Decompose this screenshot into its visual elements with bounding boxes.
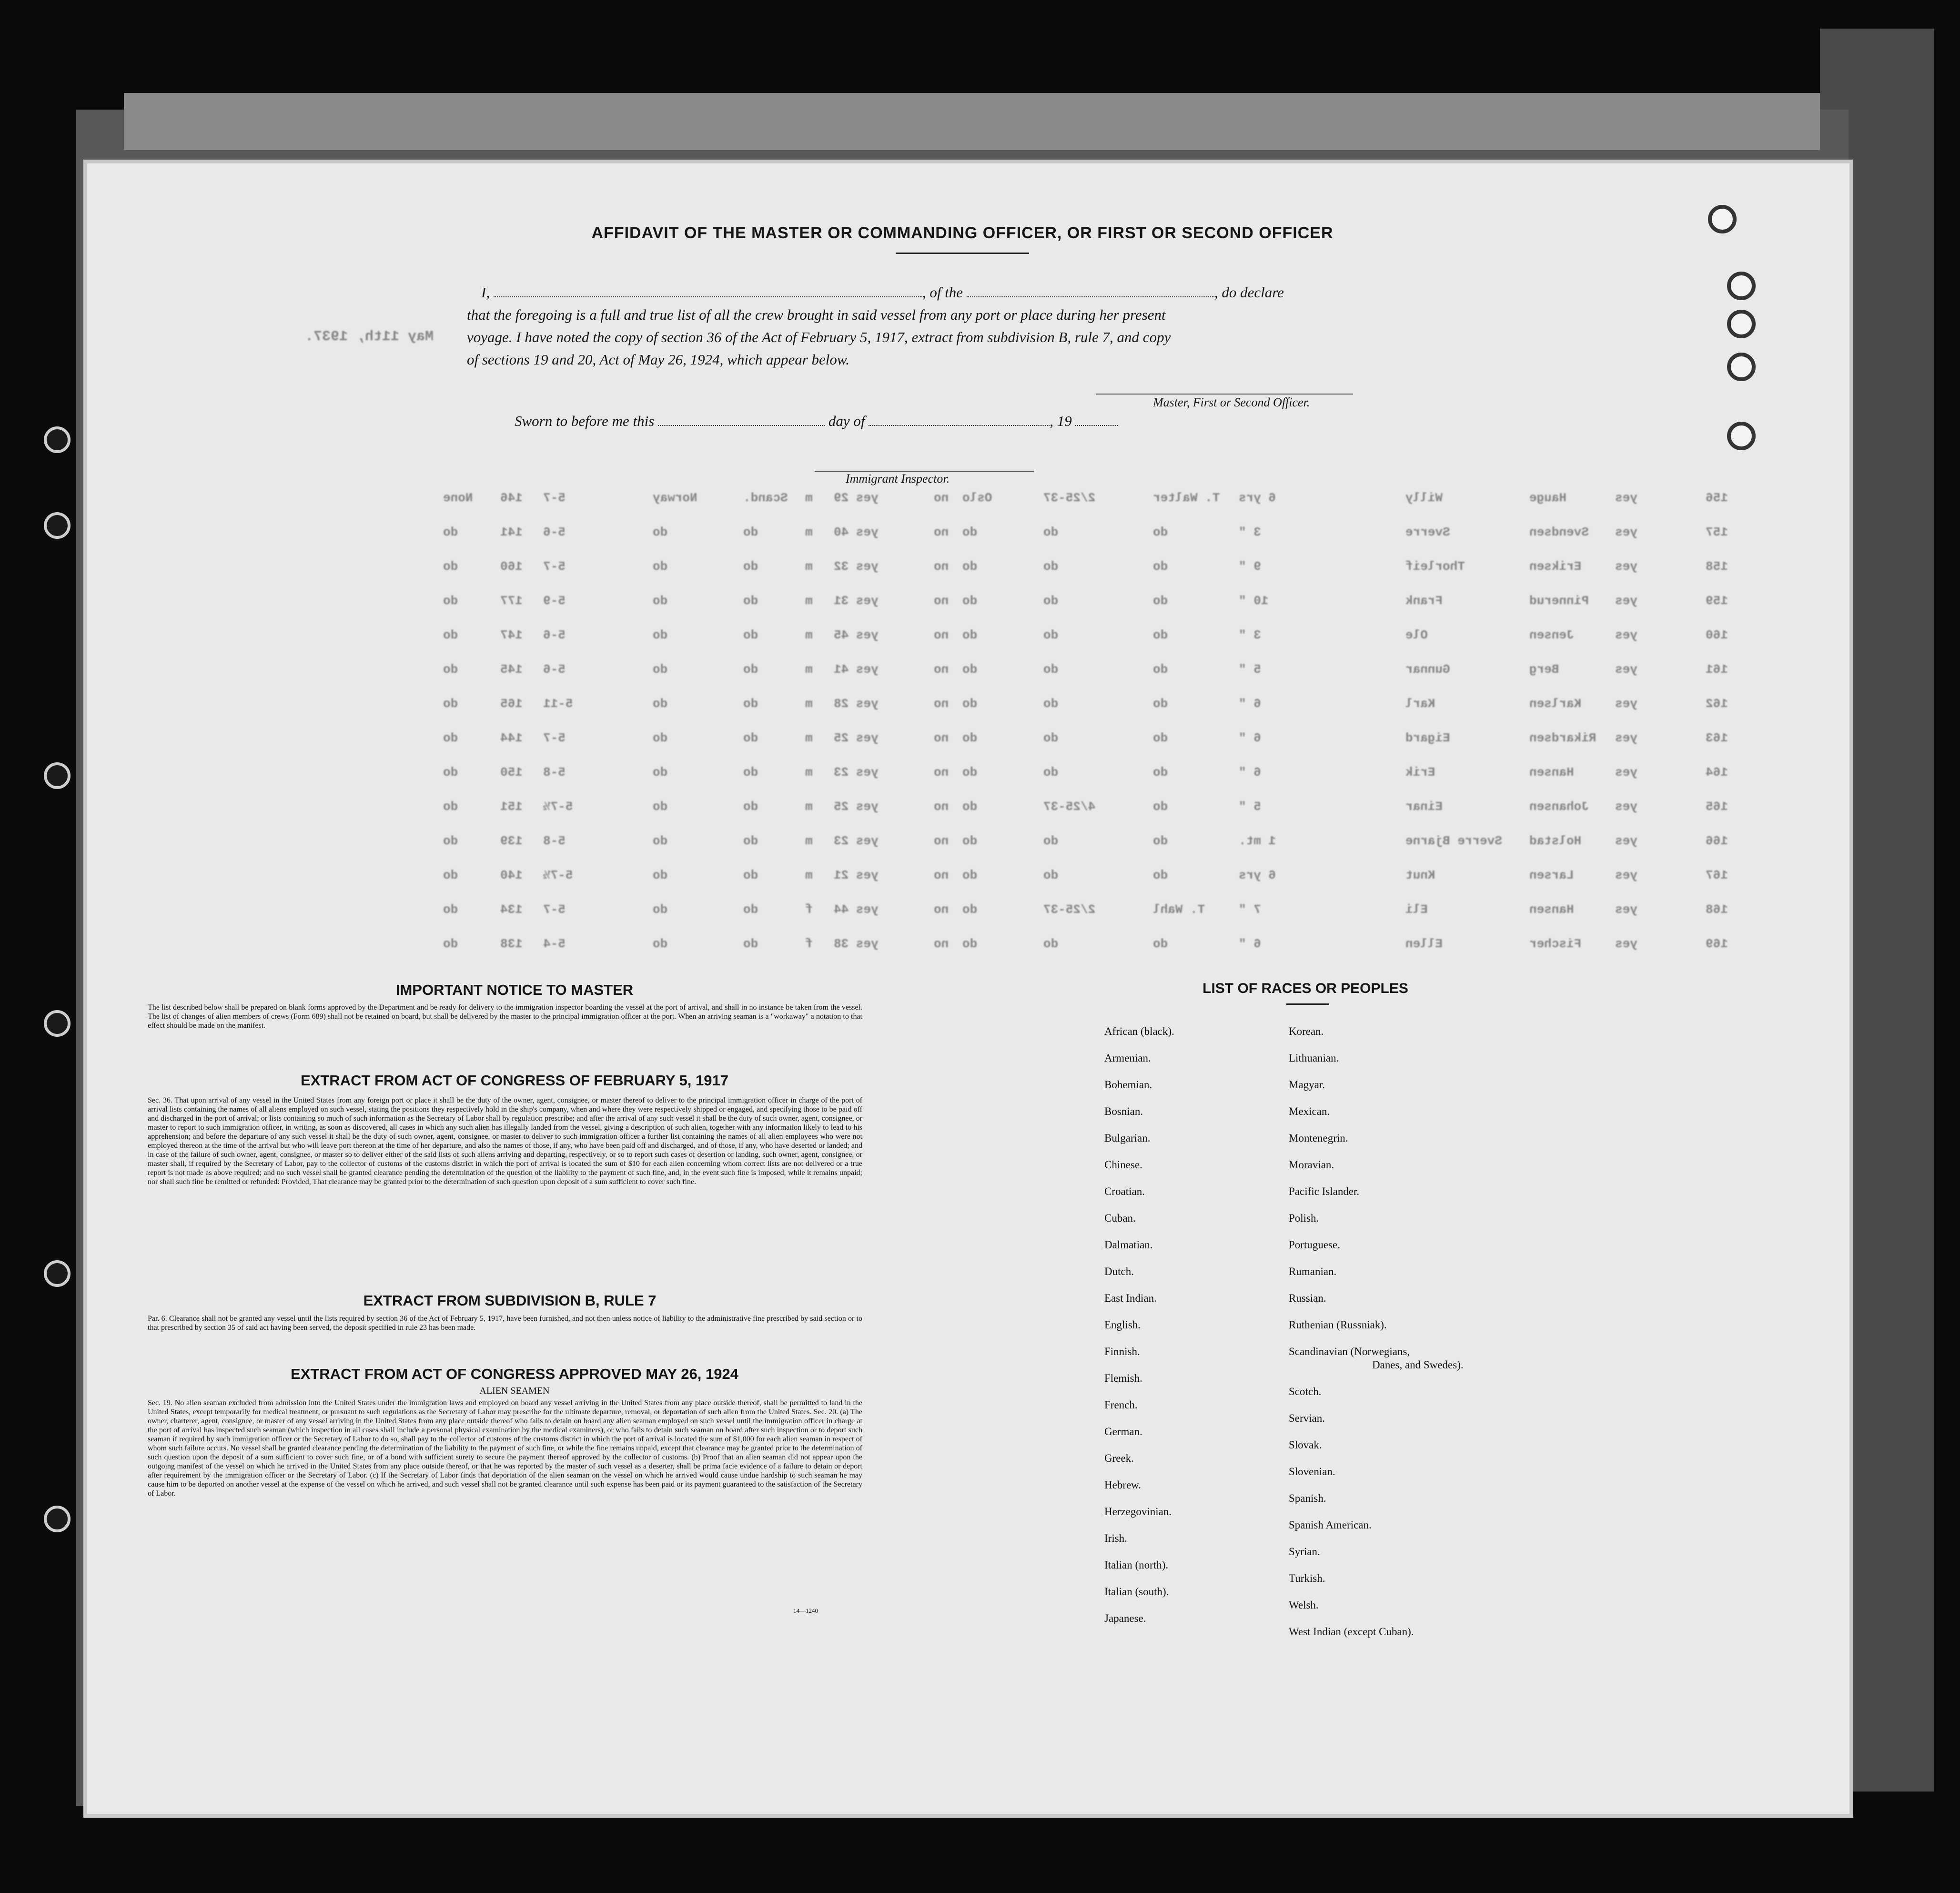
bleedthrough-cell: Ellen	[1405, 937, 1443, 951]
bleedthrough-cell: Svendsen	[1529, 525, 1589, 539]
bleedthrough-cell: m	[805, 834, 813, 848]
bleedthrough-cell: do	[743, 937, 758, 951]
bleedthrough-cell: 2/25-37	[1043, 491, 1096, 505]
affidavit-line-4: of sections 19 and 20, Act of May 26, 1924, which appear below.	[467, 351, 850, 368]
race-item: West Indian (except Cuban).	[1289, 1626, 1414, 1638]
race-item: Dalmatian.	[1104, 1239, 1153, 1251]
form-number: 14—1240	[793, 1607, 818, 1614]
bleedthrough-cell: yes 23	[834, 834, 879, 848]
race-item: Hebrew.	[1104, 1479, 1142, 1491]
bleedthrough-cell: do	[443, 765, 458, 779]
bleedthrough-cell: 5-6	[543, 662, 566, 677]
bleedthrough-cell: do	[1043, 628, 1059, 642]
race-item: Polish.	[1289, 1212, 1319, 1224]
bleedthrough-cell: 5-11	[543, 697, 573, 711]
race-item: Mexican.	[1289, 1105, 1330, 1117]
race-item: French.	[1104, 1399, 1138, 1411]
bleedthrough-cell: do	[1153, 525, 1168, 539]
race-item: Cuban.	[1104, 1212, 1136, 1224]
race-item: English.	[1104, 1319, 1141, 1331]
act-1917-body: Sec. 36. That upon arrival of any vessel in the United States from any foreign port or place it shall be the duty of the owner, agent, consignee, or master thereof to deliver to the principal immigration officer in charge of the port of arrival lists containing the names of all aliens employed on such vessel, stating the positions they respectively hold in the ship's company, when and where they were respectively shipped or engaged, and specifying those to be paid off and discharged in the port of arrival; or lists containing so much of such information as the Secretary of Labor shall by regulation prescribe; and after the arrival of any such vessel it shall be the duty of such owner, agent, consignee, or master to report to such immigration officer, in writing, as soon as discovered, all cases in which any such alien has illegally landed from the vessel, giving a description of such alien, together with any information likely to lead to his apprehension; and before the departure of any such vessel it shall be the duty of such owner, agent, consignee, or master to deliver to such immigration officer a further list containing the names of all alien employees who were not employed thereon at the time of the arrival but who will leave port thereon at the time of her departure, and also the names of those, if any, who have been paid off and discharged, and of those, if any, who have deserted or landed; and in case of the failure of such owner, agent, consignee, or master so to deliver either of the said lists of such aliens arriving and departing, respectively, or so to report such cases of desertion or landing, such owner, agent, consignee, or master shall, if required by the Secretary of Labor, pay to the collector of customs of the customs district in which the port of arrival is located the sum of $10 for each alien concerning whom correct lists are not delivered or a true report is not made as above required; and no such vessel shall be granted clearance pending the determination of the question of the liability to the payment of such fine, and, in the event such fine is imposed, while it remains unpaid; nor shall such fine be remitted or refunded: Provided, That clearance may be granted prior to the determination of such question upon deposit of a sum sufficient to cover such fine.	[148, 1096, 862, 1186]
bleedthrough-cell: no	[934, 662, 949, 677]
bleedthrough-cell: do	[653, 765, 668, 779]
bleedthrough-cell: do	[1153, 800, 1168, 814]
bleedthrough-cell: 165	[500, 697, 523, 711]
bleedthrough-cell: do	[962, 800, 978, 814]
bleedthrough-cell: 6 "	[1239, 697, 1261, 711]
race-item: Spanish.	[1289, 1492, 1326, 1504]
race-item: Bulgarian.	[1104, 1132, 1151, 1144]
race-item: Spanish American.	[1289, 1519, 1372, 1531]
bleedthrough-cell: do	[962, 697, 978, 711]
bleedthrough-cell: yes 31	[834, 594, 879, 608]
bleedthrough-cell: Ole	[1405, 628, 1428, 642]
bleedthrough-cell: do	[443, 525, 458, 539]
bleedthrough-cell: do	[1153, 559, 1168, 574]
bleedthrough-cell: do	[653, 628, 668, 642]
race-item: Ruthenian (Russniak).	[1289, 1319, 1387, 1331]
bleedthrough-cell: do	[743, 662, 758, 677]
bleedthrough-cell: yes 44	[834, 902, 879, 917]
bleedthrough-cell: 168	[1706, 902, 1728, 917]
bleedthrough-cell: no	[934, 697, 949, 711]
bleedthrough-cell: 2/25-37	[1043, 902, 1096, 917]
bleedthrough-cell: yes	[1615, 525, 1637, 539]
bleedthrough-cell: Thorleif	[1405, 559, 1465, 574]
bleedthrough-cell: do	[653, 662, 668, 677]
bleedthrough-cell: do	[653, 559, 668, 574]
master-signature-label: Master, First or Second Officer.	[1153, 395, 1310, 409]
bleedthrough-cell: Frank	[1405, 594, 1443, 608]
bleedthrough-cell: 150	[500, 765, 523, 779]
bleedthrough-cell: 146	[500, 491, 523, 505]
race-item: East Indian.	[1104, 1292, 1157, 1304]
bleedthrough-cell: 6 "	[1239, 731, 1261, 745]
bleedthrough-cell: Erik	[1405, 765, 1435, 779]
bleedthrough-cell: 5 "	[1239, 662, 1261, 677]
bleedthrough-cell: do	[1153, 834, 1168, 848]
act-1924-subtitle: ALIEN SEAMEN	[479, 1386, 550, 1396]
bleedthrough-cell: do	[653, 800, 668, 814]
race-item: Danes, and Swedes).	[1372, 1359, 1464, 1371]
bleedthrough-cell: 9 "	[1239, 559, 1261, 574]
bleedthrough-cell: 166	[1706, 834, 1728, 848]
inspector-label: Immigrant Inspector.	[846, 472, 950, 486]
bleedthrough-cell: do	[743, 834, 758, 848]
bleedthrough-cell: 134	[500, 902, 523, 917]
race-item: African (black).	[1104, 1025, 1174, 1037]
bleedthrough-cell: no	[934, 937, 949, 951]
bleedthrough-cell: do	[1043, 765, 1059, 779]
bleedthrough-cell: do	[1153, 868, 1168, 882]
bleedthrough-cell: do	[962, 525, 978, 539]
bleedthrough-cell: do	[1153, 731, 1168, 745]
bleedthrough-cell: yes	[1615, 628, 1637, 642]
bleedthrough-cell: 139	[500, 834, 523, 848]
bleedthrough-cell: 158	[1706, 559, 1728, 574]
bleedthrough-cell: do	[653, 937, 668, 951]
bleedthrough-cell: 141	[500, 525, 523, 539]
bleedthrough-cell: no	[934, 765, 949, 779]
bleedthrough-cell: do	[962, 628, 978, 642]
bleedthrough-cell: yes	[1615, 902, 1637, 917]
bleedthrough-cell: Eigard	[1405, 731, 1450, 745]
bleedthrough-cell: f	[805, 902, 813, 917]
bleedthrough-cell: m	[805, 662, 813, 677]
bleedthrough-cell: yes	[1615, 937, 1637, 951]
bleedthrough-cell: f	[805, 937, 813, 951]
race-item: Japanese.	[1104, 1612, 1146, 1624]
bleedthrough-cell: 3 "	[1239, 525, 1261, 539]
bleedthrough-cell: 163	[1706, 731, 1728, 745]
bleedthrough-cell: do	[1043, 937, 1059, 951]
bleedthrough-cell: Jensen	[1529, 628, 1574, 642]
bleedthrough-cell: do	[962, 902, 978, 917]
bleedthrough-cell: do	[1043, 697, 1059, 711]
bleedthrough-cell: 160	[1706, 628, 1728, 642]
bleedthrough-cell: 10 "	[1239, 594, 1269, 608]
bleedthrough-cell: Knut	[1405, 868, 1435, 882]
bleedthrough-cell: yes 23	[834, 765, 879, 779]
race-item: Pacific Islander.	[1289, 1185, 1360, 1197]
bleedthrough-cell: do	[743, 902, 758, 917]
bleedthrough-cell: Larsen	[1529, 868, 1574, 882]
bleedthrough-cell: yes	[1615, 800, 1637, 814]
bleedthrough-cell: 161	[1706, 662, 1728, 677]
bleedthrough-cell: do	[1153, 697, 1168, 711]
bleedthrough-cell: do	[653, 902, 668, 917]
bleedthrough-cell: m	[805, 697, 813, 711]
bleedthrough-cell: m	[805, 491, 813, 505]
race-item: Irish.	[1104, 1532, 1127, 1544]
bleedthrough-cell: 4/25-37	[1043, 800, 1096, 814]
year-prefix: , 19	[1050, 413, 1072, 429]
race-item: Bosnian.	[1104, 1105, 1143, 1117]
bleedthrough-cell: do	[743, 525, 758, 539]
bleedthrough-cell: do	[743, 697, 758, 711]
bleedthrough-cell: 164	[1706, 765, 1728, 779]
bleedthrough-cell: do	[962, 662, 978, 677]
bleedthrough-cell: do	[1043, 834, 1059, 848]
bleedthrough-cell: do	[443, 902, 458, 917]
race-item: Slovenian.	[1289, 1466, 1335, 1478]
bleedthrough-cell: do	[962, 868, 978, 882]
bleedthrough-cell: yes	[1615, 697, 1637, 711]
bleedthrough-cell: yes	[1615, 765, 1637, 779]
bleedthrough-cell: 156	[1706, 491, 1728, 505]
bleedthrough-cell: do	[1153, 765, 1168, 779]
bleedthrough-cell: 5 "	[1239, 800, 1261, 814]
notice-body: The list described below shall be prepared on blank forms approved by the Department and be ready for delivery to the immigration inspector boarding the vessel at the port of arrival, and shall in no instance be taken from the vessel. The list of changes of alien members of crews (Form 689) shall not be retained on board, but shall be delivered by the master to the principal immigration officer at the port. When an arriving seaman is a "workaway" a notation to that effect should be made on the manifest.	[148, 1003, 862, 1030]
affidavit-title: AFFIDAVIT OF THE MASTER OR COMMANDING OFFICER, OR FIRST OR SECOND OFFICER	[591, 224, 1334, 242]
bleedthrough-cell: m	[805, 559, 813, 574]
bleedthrough-cell: 167	[1706, 868, 1728, 882]
bleedthrough-cell: do	[443, 937, 458, 951]
bleedthrough-cell: yes 21	[834, 868, 879, 882]
sworn-label: Sworn to before me this	[515, 413, 655, 429]
bleedthrough-cell: do	[743, 559, 758, 574]
bleedthrough-cell: 162	[1706, 697, 1728, 711]
bleedthrough-cell: no	[934, 800, 949, 814]
bleedthrough-cell: yes 38	[834, 937, 879, 951]
bleedthrough-cell: yes	[1615, 834, 1637, 848]
bleedthrough-cell: T. Walter	[1153, 491, 1220, 505]
race-item: Italian (north).	[1104, 1559, 1169, 1571]
bleedthrough-cell: do	[743, 628, 758, 642]
bleedthrough-cell: Einar	[1405, 800, 1443, 814]
bleedthrough-cell: Karlsen	[1529, 697, 1582, 711]
day-of-label: day of	[828, 413, 865, 429]
bleedthrough-cell: do	[443, 559, 458, 574]
bleedthrough-cell: do	[743, 800, 758, 814]
bleedthrough-cell: do	[743, 765, 758, 779]
bleedthrough-cell: do	[443, 594, 458, 608]
bleedthrough-cell: 5-7½	[543, 868, 573, 882]
act-1924-body: Sec. 19. No alien seaman excluded from admission into the United States under the immigration laws and employed on board any vessel arriving in the United States from any place outside thereof, shall be permitted to land in the United States, except temporarily for medical treatment, or pursuant to such regulations as the Secretary of Labor may prescribe for the ultimate departure, removal, or deportation of such alien from the United States. Sec. 20. (a) The owner, charterer, agent, consignee, or master of any vessel arriving in the United States from any place outside thereof who fails to detain on board any alien seaman employed on such vessel until the immigration officer in charge at the port of arrival has inspected such seaman (which inspection in all cases shall include a personal physical examination by the medical examiners), or who fails to detain such seaman on board after such inspection or to deport such seaman if required by such immigration officer or the Secretary of Labor to do so, shall pay to the collector of customs of the customs district in which the port of arrival is located the sum of $1,000 for each alien seaman in respect of whom such failure occurs. No vessel shall be granted clearance pending the determination of the liability to the payment of such fine, or while the fine remains unpaid, except that clearance may be granted prior to the determination of such question upon the deposit of a sum sufficient to cover such fine, or of a bond with sufficient surety to secure the payment thereof approved by the collector of customs. (b) Proof that an alien seaman did not appear upon the outgoing manifest of the vessel on which he arrived in the United States from any place outside thereof, or that he was reported by the master of such vessel as a deserter, shall be prima facie evidence of a failure to detain or deport after requirement by the immigration officer or the Secretary of Labor. (c) If the Secretary of Labor finds that deportation of the alien seaman on the vessel on which he arrived would cause undue hardship to such seaman he may cause him to be deported on another vessel at the expense of the vessel on which he arrived, and such vessel shall not be granted clearance until such expense has been paid or its payment guaranteed to the satisfaction of the Secretary of Labor.	[148, 1399, 862, 1498]
race-item: Turkish.	[1289, 1572, 1325, 1584]
rule-7-body: Par. 6. Clearance shall not be granted any vessel until the lists required by section 36 of the Act of February 5, 1917, have been furnished, and not then unless notice of liability to the administrative fine prescribed by said section or to that prescribed by section 35 of said act having been served, the deposit specified in rule 23 has been made.	[148, 1315, 862, 1332]
bleedthrough-cell: do	[1043, 662, 1059, 677]
affidavit-line-3: voyage. I have noted the copy of section 36 of the Act of February 5, 1917, extract from subdivision B, rule 7, and copy	[467, 329, 1171, 345]
bleedthrough-cell: 151	[500, 800, 523, 814]
race-item: Scandinavian (Norwegians,	[1289, 1346, 1410, 1357]
bleedthrough-cell: do	[1153, 628, 1168, 642]
bleedthrough-cell: no	[934, 491, 949, 505]
bleedthrough-cell: do	[443, 731, 458, 745]
bleedthrough-date: May 11th, 1937.	[305, 329, 434, 345]
race-item: Korean.	[1289, 1025, 1324, 1037]
bleedthrough-cell: yes 25	[834, 800, 879, 814]
bleedthrough-cell: 160	[500, 559, 523, 574]
bleedthrough-cell: Holstad	[1529, 834, 1582, 848]
bleedthrough-cell: yes 45	[834, 628, 879, 642]
bleedthrough-cell: m	[805, 765, 813, 779]
race-item: Magyar.	[1289, 1079, 1325, 1091]
bleedthrough-cell: do	[1043, 731, 1059, 745]
race-item: Moravian.	[1289, 1159, 1334, 1171]
bleedthrough-cell: do	[743, 594, 758, 608]
bleedthrough-cell: do	[962, 937, 978, 951]
bleedthrough-cell: do	[443, 697, 458, 711]
race-item: Scotch.	[1289, 1386, 1322, 1397]
bleedthrough-cell: do	[653, 594, 668, 608]
bleedthrough-cell: do	[443, 662, 458, 677]
bleedthrough-cell: Fischer	[1529, 937, 1582, 951]
bleedthrough-cell: do	[1043, 594, 1059, 608]
race-item: Dutch.	[1104, 1265, 1134, 1277]
bleedthrough-cell: 157	[1706, 525, 1728, 539]
bleedthrough-cell: 5-6	[543, 525, 566, 539]
bleedthrough-cell: 3 "	[1239, 628, 1261, 642]
bleedthrough-cell: no	[934, 902, 949, 917]
race-item: Servian.	[1289, 1412, 1325, 1424]
race-item: Bohemian.	[1104, 1079, 1152, 1091]
bleedthrough-cell: do	[743, 868, 758, 882]
rule-7-title: EXTRACT FROM SUBDIVISION B, RULE 7	[363, 1292, 657, 1309]
races-title: LIST OF RACES OR PEOPLES	[1202, 981, 1408, 996]
bleedthrough-cell: do	[1153, 594, 1168, 608]
bleedthrough-cell: no	[934, 868, 949, 882]
races-rule	[1286, 1003, 1329, 1005]
bleedthrough-cell: 165	[1706, 800, 1728, 814]
bleedthrough-cell: 5-8	[543, 765, 566, 779]
bleedthrough-cell: Rikardsen	[1529, 731, 1596, 745]
affidavit-i-label: I,	[481, 284, 490, 301]
race-item: German.	[1104, 1426, 1142, 1437]
bleedthrough-cell: Sverre	[1405, 525, 1450, 539]
bleedthrough-cell: do	[443, 628, 458, 642]
bleedthrough-cell: yes 40	[834, 525, 879, 539]
bleedthrough-cell: T. Wahl	[1153, 902, 1205, 917]
bleedthrough-cell: yes	[1615, 868, 1637, 882]
bleedthrough-cell: Sverre Bjarne	[1405, 834, 1502, 848]
race-item: Chinese.	[1104, 1159, 1142, 1171]
bleedthrough-cell: do	[962, 834, 978, 848]
bleedthrough-cell: yes 29	[834, 491, 879, 505]
bleedthrough-cell: Johansen	[1529, 800, 1589, 814]
bleedthrough-cell: no	[934, 628, 949, 642]
race-item: Rumanian.	[1289, 1265, 1337, 1277]
bleedthrough-cell: do	[962, 731, 978, 745]
bleedthrough-cell: no	[934, 559, 949, 574]
bleedthrough-cell: Scand.	[743, 491, 788, 505]
bleedthrough-cell: Eriksen	[1529, 559, 1582, 574]
bleedthrough-cell: do	[743, 731, 758, 745]
bleedthrough-cell: no	[934, 731, 949, 745]
bleedthrough-cell: 5-7	[543, 491, 566, 505]
bleedthrough-cell: m	[805, 731, 813, 745]
bleedthrough-cell: 138	[500, 937, 523, 951]
bleedthrough-cell: no	[934, 834, 949, 848]
race-item: Russian.	[1289, 1292, 1326, 1304]
bleedthrough-cell: 159	[1706, 594, 1728, 608]
race-item: Lithuanian.	[1289, 1052, 1339, 1064]
bleedthrough-cell: m	[805, 525, 813, 539]
bleedthrough-cell: Gunnar	[1405, 662, 1450, 677]
bleedthrough-cell: Norway	[653, 491, 697, 505]
bleedthrough-cell: 144	[500, 731, 523, 745]
race-item: Armenian.	[1104, 1052, 1151, 1064]
bleedthrough-cell: 5-7	[543, 902, 566, 917]
bleedthrough-cell: do	[653, 868, 668, 882]
bleedthrough-cell: no	[934, 594, 949, 608]
bleedthrough-cell: do	[653, 731, 668, 745]
bleedthrough-cell: 5-6	[543, 628, 566, 642]
race-item: Slovak.	[1289, 1439, 1322, 1451]
race-item: Montenegrin.	[1289, 1132, 1348, 1144]
bleedthrough-cell: do	[1043, 559, 1059, 574]
bleedthrough-cell: 145	[500, 662, 523, 677]
race-item: Flemish.	[1104, 1372, 1142, 1384]
bleedthrough-cell: 6 "	[1239, 937, 1261, 951]
affidavit-line-2: that the foregoing is a full and true list of all the crew brought in said vessel from any port or place during her present	[467, 306, 1166, 323]
bleedthrough-cell: None	[443, 491, 473, 505]
bleedthrough-cell: 5-8	[543, 834, 566, 848]
bleedthrough-cell: m	[805, 594, 813, 608]
bleedthrough-cell: Karl	[1405, 697, 1435, 711]
bleedthrough-cell: 6 "	[1239, 765, 1261, 779]
bleedthrough-cell: 140	[500, 868, 523, 882]
bleedthrough-cell: 7 "	[1239, 902, 1261, 917]
bleedthrough-cell: Eli	[1405, 902, 1428, 917]
bleedthrough-cell: 5-7½	[543, 800, 573, 814]
act-1917-title: EXTRACT FROM ACT OF CONGRESS OF FEBRUARY 5, 1917	[301, 1072, 728, 1089]
bleedthrough-cell: do	[1043, 525, 1059, 539]
affidavit-do-declare: , do declare	[1214, 284, 1284, 301]
bleedthrough-cell: yes	[1615, 731, 1637, 745]
bleedthrough-cell: m	[805, 800, 813, 814]
bleedthrough-cell: do	[443, 868, 458, 882]
race-item: Welsh.	[1289, 1599, 1319, 1611]
bleedthrough-cell: yes	[1615, 491, 1637, 505]
bleedthrough-cell: yes 32	[834, 559, 879, 574]
race-item: Syrian.	[1289, 1546, 1320, 1558]
bleedthrough-cell: 6 yrs	[1239, 868, 1276, 882]
race-item: Italian (south).	[1104, 1586, 1169, 1598]
bleedthrough-cell: do	[653, 525, 668, 539]
bleedthrough-cell: yes 28	[834, 697, 879, 711]
bleedthrough-cell: no	[934, 525, 949, 539]
bleedthrough-cell: do	[962, 765, 978, 779]
bleedthrough-cell: do	[1153, 937, 1168, 951]
bleedthrough-cell: 5-7	[543, 731, 566, 745]
bleedthrough-cell: do	[1153, 662, 1168, 677]
bleedthrough-cell: yes	[1615, 662, 1637, 677]
bleedthrough-cell: 5-9	[543, 594, 566, 608]
race-item: Portuguese.	[1289, 1239, 1340, 1251]
race-item: Greek.	[1104, 1452, 1134, 1464]
race-item: Herzegovinian.	[1104, 1506, 1172, 1518]
bleedthrough-cell: yes	[1615, 594, 1637, 608]
race-item: Finnish.	[1104, 1346, 1140, 1357]
bleedthrough-cell: Willy	[1405, 491, 1443, 505]
bleedthrough-cell: m	[805, 628, 813, 642]
bleedthrough-cell: yes 41	[834, 662, 879, 677]
act-1924-title: EXTRACT FROM ACT OF CONGRESS APPROVED MAY 26, 1924	[291, 1366, 738, 1382]
bleedthrough-cell: do	[962, 594, 978, 608]
bleedthrough-cell: Berg	[1529, 662, 1559, 677]
affidavit-of-the: , of the	[922, 284, 963, 301]
bleedthrough-cell: 177	[500, 594, 523, 608]
bleedthrough-cell: do	[443, 800, 458, 814]
bleedthrough-cell: Hauge	[1529, 491, 1567, 505]
bleedthrough-cell: do	[443, 834, 458, 848]
notice-title: IMPORTANT NOTICE TO MASTER	[395, 982, 634, 998]
bleedthrough-cell: Hansen	[1529, 902, 1574, 917]
bleedthrough-cell: do	[653, 697, 668, 711]
bleedthrough-cell: Hansen	[1529, 765, 1574, 779]
bleedthrough-cell: 5-4	[543, 937, 566, 951]
bleedthrough-cell: 169	[1706, 937, 1728, 951]
bleedthrough-cell: 5-7	[543, 559, 566, 574]
bleedthrough-cell: 147	[500, 628, 523, 642]
bleedthrough-cell: yes 25	[834, 731, 879, 745]
bleedthrough-cell: do	[653, 834, 668, 848]
bleedthrough-cell: do	[962, 559, 978, 574]
bleedthrough-cell: 6 yrs	[1239, 491, 1276, 505]
race-item: Croatian.	[1104, 1185, 1145, 1197]
bleedthrough-cell: 1 mt.	[1239, 834, 1276, 848]
bleedthrough-cell: Oslo	[962, 491, 992, 505]
bleedthrough-cell: do	[1043, 868, 1059, 882]
bleedthrough-cell: Pinnerud	[1529, 594, 1589, 608]
bleedthrough-cell: m	[805, 868, 813, 882]
bleedthrough-cell: yes	[1615, 559, 1637, 574]
